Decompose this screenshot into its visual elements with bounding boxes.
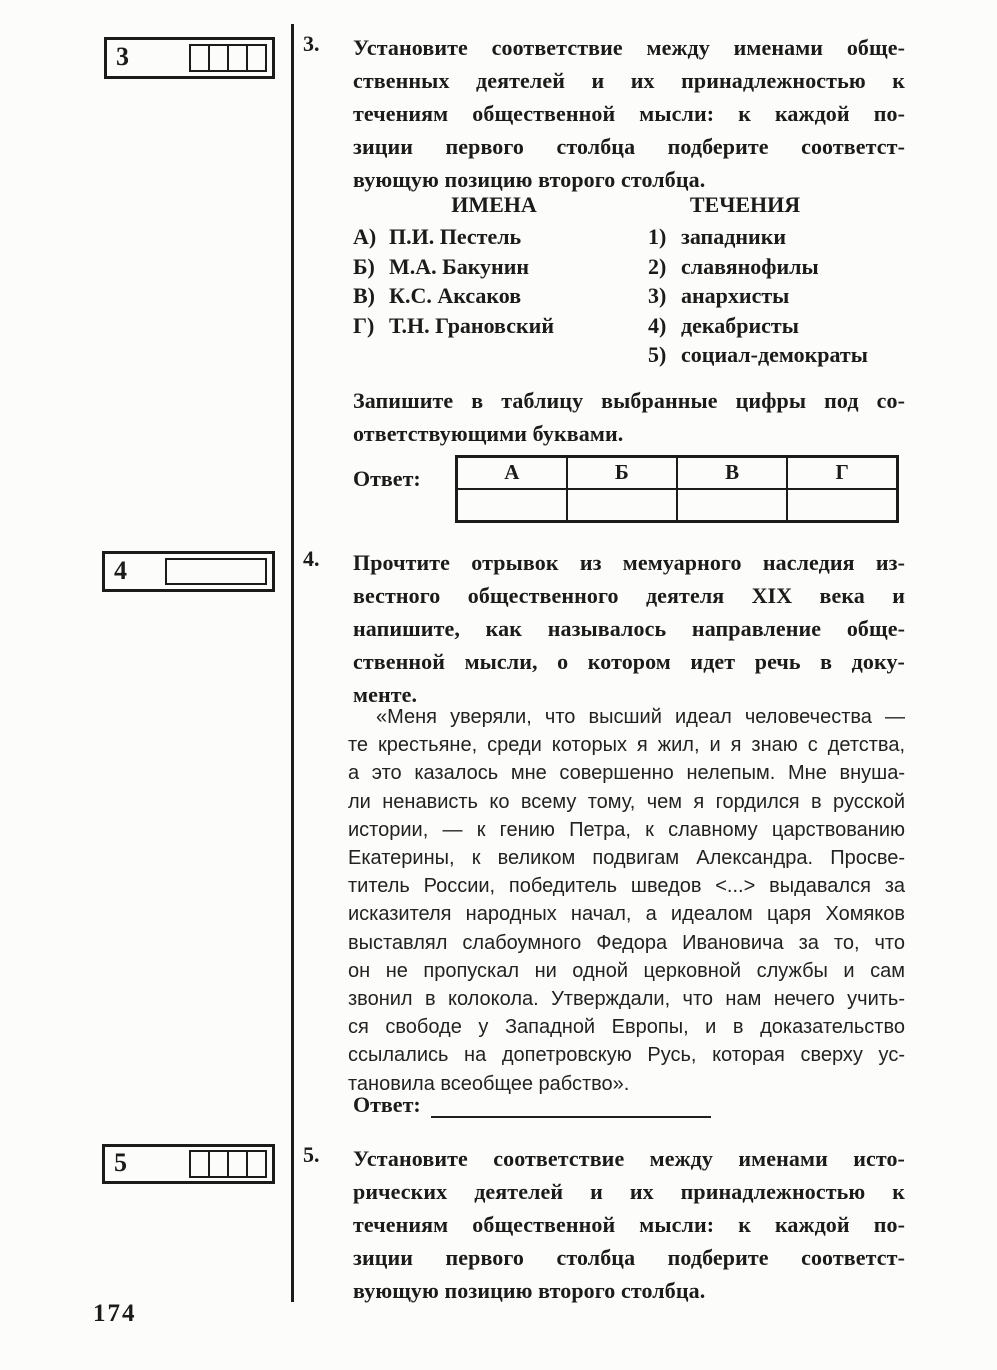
movements-column-header: ТЕЧЕНИЯ (689, 192, 801, 217)
answer-label: Ответ: (353, 466, 421, 491)
answer-table-input-cell[interactable] (787, 489, 897, 522)
list-item-letter: Б) (353, 253, 375, 279)
word-answer-box[interactable] (165, 558, 267, 585)
list-item-text: М.А. Бакунин (389, 253, 530, 279)
digit-cell[interactable] (227, 44, 248, 72)
digit-cell[interactable] (208, 44, 229, 72)
answer-blank-line[interactable] (431, 1097, 711, 1118)
list-item (353, 254, 554, 284)
names-list (353, 224, 554, 342)
list-item-text: декабристы (681, 312, 799, 338)
list-item (648, 283, 868, 313)
list-item-letter: А) (353, 224, 377, 249)
list-item-text: Т.Н. Грановский (389, 312, 554, 338)
answer-table (455, 455, 899, 523)
marker-number: 3 (116, 42, 129, 71)
list-item-number: 3) (648, 283, 667, 308)
answer-table-input-cell[interactable] (457, 489, 567, 522)
list-item (353, 224, 554, 254)
list-item-text: К.С. Аксаков (389, 283, 522, 308)
list-item-number: 1) (648, 224, 667, 249)
digit-cell[interactable] (208, 1150, 229, 1178)
movements-list (648, 224, 868, 372)
list-item-text: социал-демократы (681, 342, 868, 367)
list-item-number: 4) (648, 312, 667, 338)
question-number: 3. (303, 31, 320, 56)
question-3-marker-box (104, 37, 275, 79)
instruction-text: Запишите в таблицу выбранные цифры под со- ответствующими буквами. (353, 388, 905, 446)
column-divider (291, 24, 294, 1302)
answer-label: Ответ: (353, 1092, 421, 1117)
list-item-number: 5) (648, 342, 667, 367)
question-number: 4. (303, 546, 320, 571)
digit-answer-boxes (191, 44, 267, 72)
list-item-text: славянофилы (681, 253, 819, 279)
list-item (648, 254, 868, 284)
marker-number: 4 (114, 555, 127, 585)
marker-number: 5 (114, 1148, 127, 1177)
digit-cell[interactable] (189, 1150, 210, 1178)
question-4-marker-box (102, 551, 275, 592)
page-number: 174 (93, 1300, 137, 1327)
question-5-marker-box (102, 1144, 275, 1184)
list-item-number: 2) (648, 253, 667, 279)
list-item-text: анархисты (681, 283, 790, 308)
digit-cell[interactable] (189, 44, 210, 72)
answer-table-input-row (457, 489, 898, 522)
list-item-letter: В) (353, 283, 375, 308)
question-statement: Прочтите отрывок из мемуарного наследия из- вестного общественного деятеля XIX века и напишите, как называлось направление обще- ственной мысли, о котором идет речь в доку- менте. (353, 550, 905, 707)
question-statement: Установите соответствие между именами исто- рических деятелей и их принадлежностью к течениям общественной мысли: к каждой по- зиции первого столбца подберите соответст- вующую позицию второго столбца. (353, 1146, 905, 1303)
list-item-text: западники (681, 224, 787, 249)
answer-row (353, 1092, 711, 1118)
list-item-letter: Г) (353, 312, 375, 338)
memoir-quote: «Меня уверяли, что высший идеал человечества — те крестьяне, среди которых я жил, и я знаю с детства, а это казалось мне совершенно нелепым. Мне внуша- ли ненависть ко всему тому, чем я гордился в русской истории, — к гению Петра, к славному царствованию Екатерины, к великом подвигам Александра. Просве- титель России, победитель шведов <...> выдавался за исказителя народных начал, а идеалом царя Хомяков выставлял слабоумного Федора Ивановича за то, что он не пропускал ни одной церковной службы и сам звонил в колокола. Утверждали, что нам нечего учить- ся свободе у Западной Европы, и в доказательство ссылались на допетровскую Русь, которая сверху ус- тановила всеобщее рабство». (348, 706, 905, 1095)
digit-answer-boxes (191, 1150, 267, 1178)
answer-table-input-cell[interactable] (567, 489, 677, 522)
question-number: 5. (303, 1142, 320, 1167)
digit-cell[interactable] (246, 44, 267, 72)
answer-table-header-row (457, 457, 898, 489)
list-item-text: П.И. Пестель (389, 224, 522, 249)
answer-table-header-cell: Б (567, 457, 677, 489)
list-item (648, 342, 868, 372)
answer-table-header-cell: А (457, 457, 567, 489)
list-item (353, 283, 554, 313)
list-item (648, 224, 868, 254)
list-item (648, 313, 868, 343)
answer-table-header-cell: В (677, 457, 787, 489)
list-item (353, 313, 554, 343)
digit-cell[interactable] (246, 1150, 267, 1178)
digit-cell[interactable] (227, 1150, 248, 1178)
answer-table-input-cell[interactable] (677, 489, 787, 522)
question-statement: Установите соответствие между именами обще- ственных деятелей и их принадлежностью к течениям общественной мысли: к каждой по- зиции первого столбца подберите соответст- вующую позицию второго столбца. (353, 35, 905, 192)
names-column-header: ИМЕНА (451, 192, 537, 217)
answer-table-header-cell: Г (787, 457, 897, 489)
